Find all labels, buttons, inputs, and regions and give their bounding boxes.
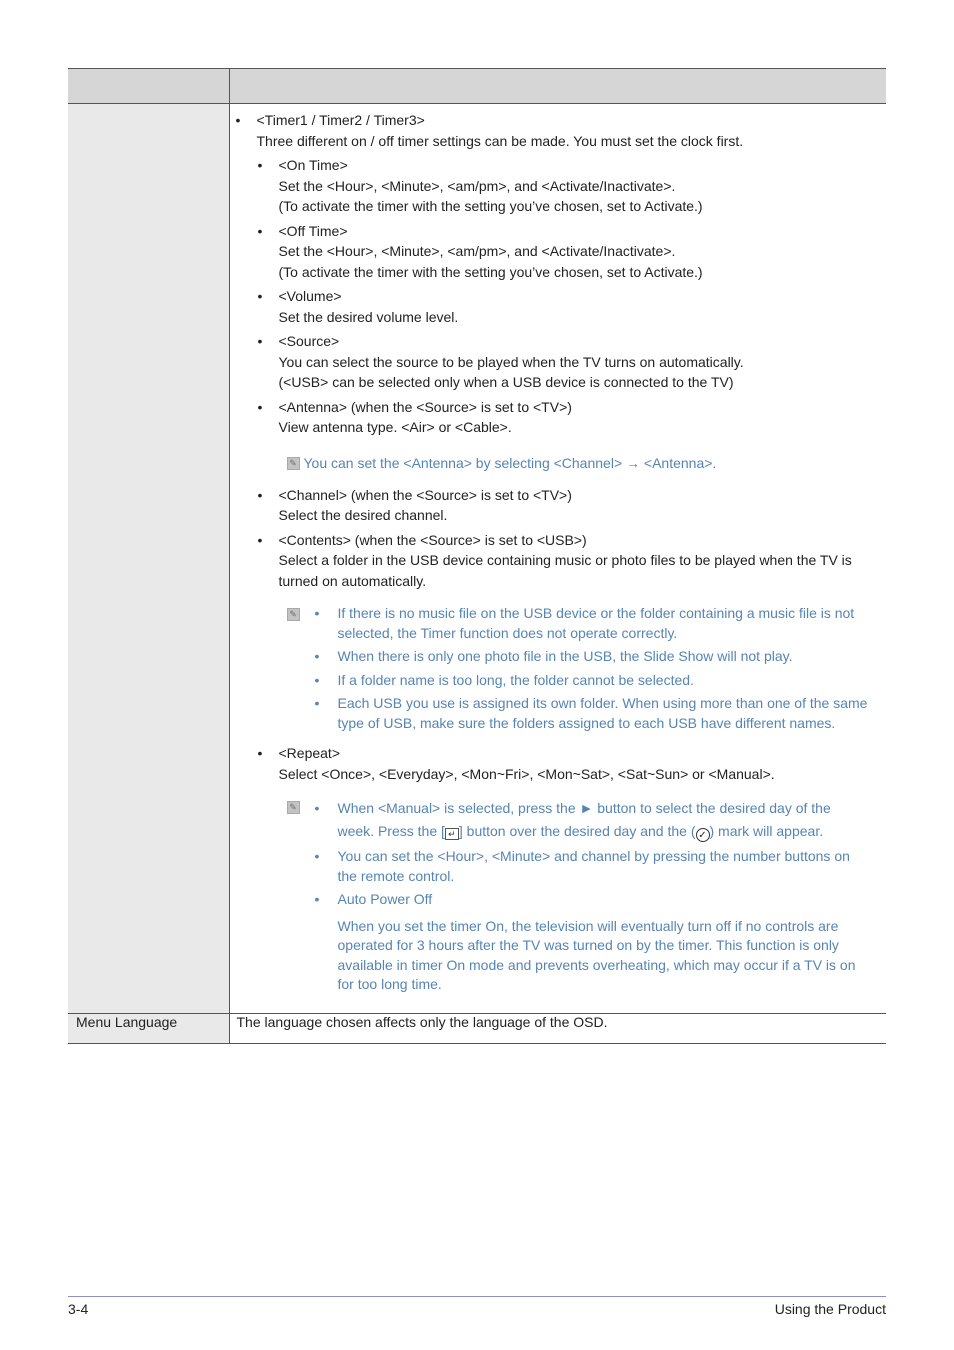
antenna-note [236, 453, 879, 473]
enter-key-icon: ↵ [445, 828, 459, 840]
footer-section-title: Using the Product [774, 1301, 886, 1317]
note-icon: ✎ [287, 457, 300, 470]
on-time-title: • <On Time> [257, 157, 348, 173]
page-number: 3-4 [68, 1301, 89, 1317]
source-title: • <Source> [257, 333, 340, 349]
channel-title: • <Channel> (when the <Source> is set to <TV>) [257, 486, 572, 503]
timer-desc-cell [229, 104, 886, 1014]
on-time-line: (To activate the timer with the setting you’ve chosen, set to Activate.) [278, 198, 703, 214]
on-time-line: Set the <Hour>, <Minute>, <am/pm>, and <Activate/Inactivate>. [278, 177, 676, 194]
note-icon: ✎ [287, 801, 300, 814]
menu-language-row [68, 1013, 886, 1043]
contents-note-item: • If a folder name is too long, the folder cannot be selected. [314, 671, 694, 688]
menu-language-label: Menu Language [68, 1013, 229, 1043]
repeat-title: • <Repeat> [257, 745, 340, 761]
volume-title: • <Volume> [257, 288, 342, 304]
off-time-line: Set the <Hour>, <Minute>, <am/pm>, and <Activate/Inactivate>. [278, 243, 676, 259]
table-header-row [68, 69, 886, 104]
channel-line: Select the desired channel. [278, 507, 448, 523]
off-time-title: • <Off Time> [257, 222, 348, 239]
repeat-note-item: • Auto Power Off When you set the timer On, the television will eventually turn off if no controls are operated for 3 hours after the TV was turned on by the timer. This function is only available in timer On mode and prevents overheating, which may occur if a TV is on for too long time. [314, 891, 856, 992]
off-time-line: (To activate the timer with the setting you’ve chosen, set to Activate.) [278, 263, 703, 280]
antenna-note-text: You can set the <Antenna> by selecting <Channel> → <Antenna>. [303, 454, 717, 471]
note-icon: ✎ [287, 608, 300, 621]
repeat-notes [236, 797, 879, 995]
menu-language-desc: The language chosen affects only the language of the OSD. [229, 1013, 886, 1043]
antenna-title: • <Antenna> (when the <Source> is set to <TV>) [257, 398, 572, 415]
header-cell-label [68, 69, 229, 104]
volume-line: Set the desired volume level. [278, 308, 459, 325]
contents-line: Select a folder in the USB device containing music or photo files to be played when the TV is [278, 552, 852, 568]
contents-line: turned on automatically. [278, 572, 427, 589]
footer-divider [68, 1296, 886, 1297]
bullet: • [235, 112, 241, 128]
timer-title: • <Timer1 / Timer2 / Timer3> [236, 110, 879, 131]
contents-title: • <Contents> (when the <Source> is set to <USB>) [257, 531, 587, 548]
contents-note-item: • If there is no music file on the USB device or the folder containing a music file is not selected, the Timer function does not operate correctly. [314, 605, 855, 641]
repeat-line: Select <Once>, <Everyday>, <Mon~Fri>, <Mon~Sat>, <Sat~Sun> or <Manual>. [278, 765, 775, 782]
header-cell-desc [229, 69, 886, 104]
repeat-note-item: • When <Manual> is selected, press the ► button to select the desired day of the week. Press the [ ↵ ] button over the desired day and the ( ✓ ) mark will appear. [314, 800, 831, 841]
antenna-line: View antenna type. <Air> or <Cable>. [278, 419, 512, 435]
contents-note-item: • When there is only one photo file in the USB, the Slide Show will not play. [314, 648, 793, 664]
contents-note-item: • Each USB you use is assigned its own folder. When using more than one of the same type of USB, make sure the folders assigned to each USB have different names. [314, 695, 868, 731]
contents-notes [236, 604, 879, 733]
check-mark-icon: ✓ [696, 828, 710, 842]
source-line: You can select the source to be played when the TV turns on automatically. [278, 353, 744, 370]
timer-desc: Three different on / off timer settings can be made. You must set the clock first. [256, 132, 744, 149]
timer-row [68, 104, 886, 1014]
timer-label-cell [68, 104, 229, 1014]
settings-table [68, 68, 886, 1044]
repeat-note-item: • You can set the <Hour>, <Minute> and channel by pressing the number buttons on the remote control. [314, 848, 850, 884]
source-line: (<USB> can be selected only when a USB device is connected to the TV) [278, 374, 734, 390]
